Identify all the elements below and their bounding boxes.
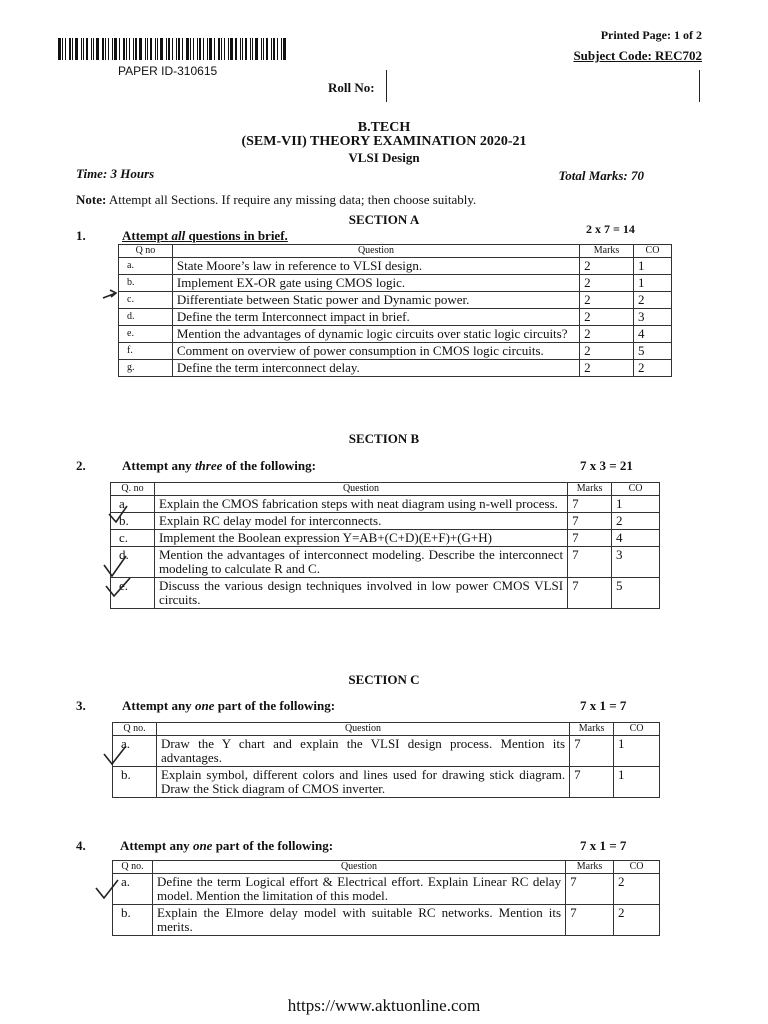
col-marks: Marks [566, 861, 614, 874]
arrow-mark-icon [103, 290, 116, 298]
question-text: Mention the advantages of dynamic logic circuits over static logic circuits? [172, 326, 579, 343]
question-co: 3 [612, 547, 660, 578]
question-number: b. [113, 905, 153, 936]
section-b-number: 2. [76, 458, 86, 473]
question-marks: 2 [580, 326, 634, 343]
instruction-pre: Attempt any [120, 838, 190, 853]
question-number: d. [111, 547, 155, 578]
instruction-post: part of the following: [215, 838, 334, 853]
question-co: 2 [614, 905, 660, 936]
question-co: 5 [612, 578, 660, 609]
col-co: CO [614, 723, 660, 736]
paper-id: PAPER ID-310615 [118, 64, 218, 78]
question-text: Define the term interconnect delay. [172, 360, 579, 377]
col-question: Question [156, 723, 569, 736]
tick-mark-icon [109, 506, 127, 522]
question-co: 1 [634, 275, 672, 292]
instruction-pre: Attempt [122, 228, 169, 243]
col-marks: Marks [580, 245, 634, 258]
section-a-total: 2 x 7 = 14 [586, 222, 635, 236]
section-a-title: SECTION A [348, 212, 420, 227]
question-co: 1 [612, 496, 660, 513]
instruction-em: three [194, 458, 223, 473]
question-text: Comment on overview of power consumption in CMOS logic circuits. [172, 343, 579, 360]
question-co: 4 [634, 326, 672, 343]
question-number: b. [119, 275, 173, 292]
question-marks: 7 [568, 496, 612, 513]
question-number: c. [119, 292, 173, 309]
question-co: 3 [634, 309, 672, 326]
col-marks: Marks [570, 723, 614, 736]
q4-total: 7 x 1 = 7 [580, 838, 627, 853]
question-number: a. [119, 258, 173, 275]
question-text: Explain the Elmore delay model with suitable RC networks. Mention its merits. [152, 905, 565, 936]
section-b-title: SECTION B [348, 431, 420, 446]
instruction-em: one [192, 838, 213, 853]
question-marks: 2 [580, 360, 634, 377]
instruction-em: all [171, 228, 186, 243]
col-qno: Q no. [113, 723, 157, 736]
question-marks: 7 [570, 767, 614, 798]
question-co: 5 [634, 343, 672, 360]
question-marks: 7 [570, 736, 614, 767]
footer-url[interactable]: https://www.aktuonline.com [287, 996, 481, 1015]
question-number: a. [111, 496, 155, 513]
question-marks: 7 [566, 905, 614, 936]
col-qno: Q no. [113, 861, 153, 874]
question-co: 4 [612, 530, 660, 547]
question-text: Discuss the various design techniques involved in low power CMOS VLSI circuits. [154, 578, 567, 609]
section-b-total: 7 x 3 = 21 [580, 458, 633, 473]
instruction-pre: Attempt any [122, 458, 192, 473]
course-title: B.TECH [357, 120, 411, 135]
question-number: f. [119, 343, 173, 360]
question-marks: 7 [568, 530, 612, 547]
col-qno: Q. no [111, 483, 155, 496]
question-number: a. [113, 874, 153, 905]
question-number: b. [111, 513, 155, 530]
question-number: c. [111, 530, 155, 547]
col-question: Question [172, 245, 579, 258]
question-text: Define the term Logical effort & Electrical effort. Explain Linear RC delay model. Mention the limitation of this model. [152, 874, 565, 905]
question-text: Explain symbol, different colors and lines used for drawing stick diagram. Draw the Stick diagram of CMOS inverter. [156, 767, 569, 798]
question-marks: 2 [580, 275, 634, 292]
instruction-post: questions in brief. [188, 228, 288, 243]
question-number: a. [113, 736, 157, 767]
q3-number: 3. [76, 698, 86, 713]
question-text: Differentiate between Static power and Dynamic power. [172, 292, 579, 309]
tick-mark-icon [104, 746, 126, 764]
col-co: CO [612, 483, 660, 496]
question-co: 1 [634, 258, 672, 275]
question-marks: 2 [580, 258, 634, 275]
col-co: CO [634, 245, 672, 258]
question-marks: 2 [580, 343, 634, 360]
note-text: Attempt all Sections. If require any missing data; then choose suitably. [108, 192, 477, 207]
question-co: 2 [634, 360, 672, 377]
exam-title: (SEM-VII) THEORY EXAMINATION 2020-21 [241, 134, 527, 149]
col-question: Question [152, 861, 565, 874]
tick-mark-icon [104, 556, 126, 576]
question-marks: 2 [580, 309, 634, 326]
subject-title: VLSI Design [348, 150, 420, 165]
note-label: Note: [76, 192, 107, 207]
question-number: e. [119, 326, 173, 343]
instruction-post: of the following: [225, 458, 316, 473]
roll-no-label: Roll No: [328, 80, 375, 95]
col-marks: Marks [568, 483, 612, 496]
question-number: g. [119, 360, 173, 377]
tick-mark-icon [106, 578, 130, 596]
question-co: 2 [634, 292, 672, 309]
instruction-post: part of the following: [217, 698, 336, 713]
question-number: e. [111, 578, 155, 609]
exam-time: Time: 3 Hours [76, 166, 155, 181]
instruction-pre: Attempt any [122, 698, 192, 713]
question-co: 2 [614, 874, 660, 905]
question-marks: 2 [580, 292, 634, 309]
question-number: d. [119, 309, 173, 326]
question-marks: 7 [568, 547, 612, 578]
question-co: 2 [612, 513, 660, 530]
question-text: Implement EX-OR gate using CMOS logic. [172, 275, 579, 292]
section-a-number: 1. [76, 228, 86, 243]
question-text: Mention the advantages of interconnect modeling. Describe the interconnect modeling to calculate R and C. [154, 547, 567, 578]
question-marks: 7 [568, 513, 612, 530]
question-co: 1 [614, 736, 660, 767]
q3-total: 7 x 1 = 7 [580, 698, 627, 713]
question-text: Define the term Interconnect impact in brief. [172, 309, 579, 326]
tick-mark-icon [96, 880, 118, 898]
subject-code: Subject Code: REC702 [573, 48, 702, 63]
question-text: Implement the Boolean expression Y=AB+(C+D)(E+F)+(G+H) [154, 530, 567, 547]
question-text: Explain RC delay model for interconnects. [154, 513, 567, 530]
instruction-em: one [194, 698, 215, 713]
q4-number: 4. [76, 838, 86, 853]
printed-page: Printed Page: 1 of 2 [600, 28, 702, 42]
question-co: 1 [614, 767, 660, 798]
question-text: Explain the CMOS fabrication steps with neat diagram using n-well process. [154, 496, 567, 513]
question-text: Draw the Y chart and explain the VLSI design process. Mention its advantages. [156, 736, 569, 767]
col-co: CO [614, 861, 660, 874]
col-qno: Q no [119, 245, 173, 258]
question-marks: 7 [568, 578, 612, 609]
col-question: Question [154, 483, 567, 496]
question-text: State Moore’s law in reference to VLSI design. [172, 258, 579, 275]
section-c-title: SECTION C [348, 672, 420, 687]
question-number: b. [113, 767, 157, 798]
question-marks: 7 [566, 874, 614, 905]
total-marks: Total Marks: 70 [558, 168, 644, 183]
